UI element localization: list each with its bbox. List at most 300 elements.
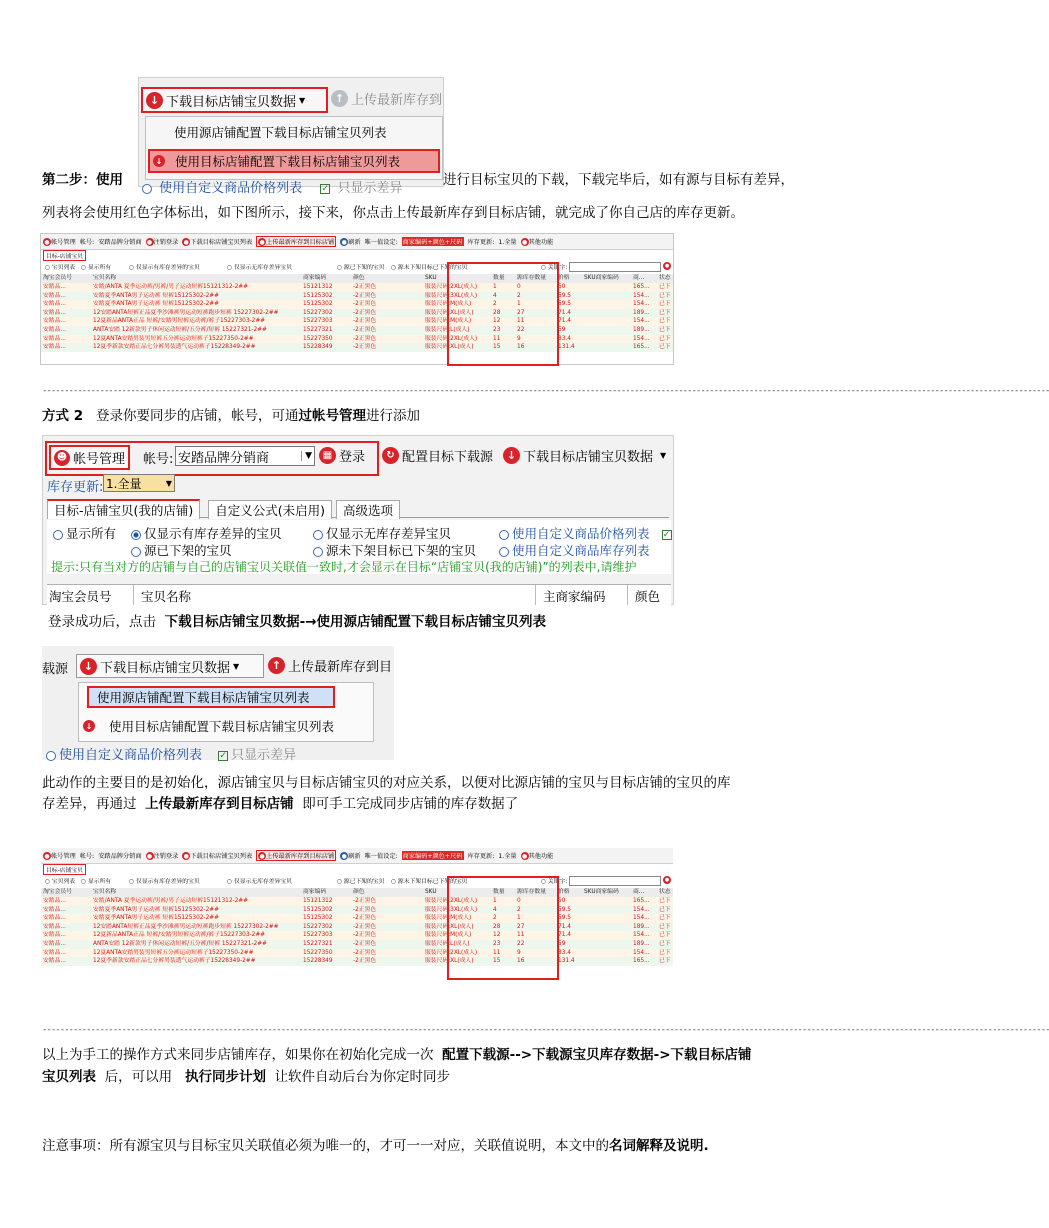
table-cell: 2	[517, 906, 521, 913]
table-cell: ANTA安踏 12新款男子休闲运动短裤/五分裤/短裤 15227321-2##	[93, 941, 267, 947]
column-divider	[133, 585, 134, 605]
table-screenshot-1	[40, 233, 674, 365]
only-diff-option: 只显示差异	[337, 181, 403, 196]
table-cell: 15	[493, 958, 501, 965]
table-cell: 15227350	[303, 335, 333, 342]
filter-option[interactable]: ○ 显示所有	[81, 265, 112, 271]
radio-icon[interactable]	[46, 751, 56, 761]
table-cell: 服装尺码:2XL(成人)	[425, 898, 478, 904]
download-arrow-icon: ↓	[153, 155, 165, 167]
table-cell: -2正黑色	[353, 335, 377, 342]
column-header: SKU	[425, 275, 437, 281]
column-header: 宝贝名称	[93, 275, 117, 281]
step2-prefix: 第二步：使用	[42, 172, 123, 188]
column-header: 数量	[493, 889, 505, 895]
summary-text: 后，可以用	[104, 1069, 173, 1085]
table-cell: 已下	[659, 941, 671, 947]
radio-label: 源已下架的宝贝	[144, 543, 232, 558]
column-header: 状态	[659, 275, 671, 281]
summary-line2	[42, 1068, 450, 1086]
table-cell: 已下	[659, 906, 671, 913]
table-cell: 已下	[659, 344, 671, 351]
table-row[interactable]	[41, 940, 673, 949]
table-cell: 15125302	[303, 301, 333, 308]
table-cell: 154...	[633, 915, 650, 922]
summary-steps-end: 宝贝列表	[42, 1069, 96, 1085]
radio-target-offshelf[interactable]	[313, 541, 476, 559]
config-icon: ↻	[382, 447, 399, 464]
table-cell: 131.4	[558, 958, 575, 965]
table-cell: 15121312	[303, 898, 333, 904]
table-cell: 4	[493, 906, 497, 913]
table-cell: 已下	[659, 915, 671, 922]
toolbar-item[interactable]	[43, 237, 76, 247]
table-cell: 安踏品...	[43, 941, 66, 947]
column-divider	[627, 585, 628, 605]
table-cell: 安踏品...	[43, 932, 66, 939]
toolbar-label: 帐号:	[79, 239, 95, 246]
tab-custom-formula[interactable]	[208, 500, 332, 519]
dropdown-menu	[78, 682, 374, 742]
toolbar-icon: ●	[44, 238, 50, 246]
behind-options-row	[138, 177, 442, 196]
table-cell: 9	[517, 335, 521, 342]
table-cell: 安踏/ANTA 夏季运动裤/男裤/男子运动短裤15121312-2##	[93, 898, 249, 904]
table-cell: -2正黑色	[353, 292, 377, 299]
download-target-label: 下载目标店铺宝贝数据	[166, 94, 297, 110]
table-row[interactable]	[41, 957, 673, 966]
toolbar-item[interactable]	[402, 237, 464, 246]
table-cell: 15227321	[303, 327, 333, 333]
table-cell: 189...	[633, 923, 650, 930]
tab-label: 自定义公式(未启用)	[215, 503, 326, 518]
table-cell: 已下	[659, 958, 671, 965]
toolbar-icon: ●	[183, 852, 189, 860]
table-cell: 165...	[633, 898, 650, 904]
toolbar-item[interactable]	[146, 237, 179, 247]
table-cell: 50	[558, 284, 566, 290]
table-cell: 15227302	[303, 923, 333, 930]
table-cell: 安踏品...	[43, 335, 66, 342]
filter-label: 显示所有	[87, 879, 112, 885]
filter-option[interactable]: ○ 源已下架的宝贝	[337, 265, 385, 271]
toolbar-label: 其他功能	[528, 852, 554, 860]
toolbar-label: 安踏品牌分销商	[98, 853, 142, 860]
table-cell: 131.4	[558, 344, 575, 351]
keyword-input[interactable]	[569, 876, 661, 886]
table-cell: 服装尺码:L(成人)	[425, 327, 470, 333]
tab-target-shop[interactable]	[47, 499, 200, 519]
chevron-down-icon: ▼	[233, 661, 240, 671]
filter-panel	[47, 520, 671, 574]
table-cell: 15125302	[303, 292, 333, 299]
toolbar-item[interactable]	[498, 237, 516, 246]
menu-item-target-config[interactable]	[83, 717, 334, 735]
tab-advanced[interactable]	[336, 500, 400, 519]
table-cell: 15227302	[303, 309, 333, 316]
table-cell: 11	[517, 932, 525, 939]
chevron-down-icon: ▼	[299, 95, 306, 105]
table-cell: 服装尺码:XL(成人)	[425, 309, 474, 316]
table-cell: 154...	[633, 301, 650, 308]
table-cell: 15121312	[303, 284, 333, 290]
table-cell: ANTA安踏 12新款男子休闲运动短裤/五分裤/短裤 15227321-2##	[93, 327, 267, 333]
toolbar-icon: ●	[341, 852, 347, 860]
summary-text: 以上为手工的操作方式来同步店铺库存，如果你在初始化完成一次	[42, 1047, 434, 1063]
toolbar-label: 商家编码+颜色+尺码	[402, 853, 463, 860]
toolbar-label: 商家编码+颜色+尺码	[402, 239, 463, 246]
toolbar-label: 刷新	[348, 852, 361, 860]
column-divider	[535, 585, 536, 605]
table-row[interactable]	[41, 317, 673, 326]
download-arrow-icon: ↓	[503, 447, 520, 464]
table-header	[41, 274, 673, 283]
table-row[interactable]	[41, 931, 673, 940]
toolbar-label: 1.全量	[498, 853, 517, 860]
download-target-button[interactable]	[76, 654, 264, 678]
table-cell: 12	[493, 318, 501, 325]
table-cell: 已下	[659, 949, 671, 956]
table-cell: 11	[517, 318, 525, 325]
radio-label: 仅显示有库存差异的宝贝	[144, 526, 282, 541]
table-cell: 已下	[659, 301, 671, 308]
toolbar-item[interactable]	[521, 851, 554, 861]
table-cell: 安踏品...	[43, 327, 66, 333]
column-header: 价格	[558, 889, 570, 895]
filter-label: 仅显示无库存差异宝贝	[233, 879, 292, 885]
step2-line2: 列表将会使用红色字体标出，如下图所示，接下来，你点击上传最新库存到目标店铺，就完成了你自己店的库存更新。	[42, 205, 744, 221]
table-cell: 11	[493, 949, 501, 956]
login-screenshot	[42, 435, 674, 605]
only-diff-option: 只显示差异	[231, 748, 297, 763]
table-cell: 165...	[633, 344, 650, 351]
account-label: 帐号:	[143, 452, 174, 467]
download-target-data-label: 下载目标店铺宝贝数据	[523, 450, 654, 465]
summary-text-end: 让软件自动后台为你定时同步	[274, 1069, 451, 1085]
toolbar-item[interactable]	[98, 851, 141, 860]
upload-arrow-icon: ↑	[331, 90, 348, 107]
summary-steps: 配置下载源-->下载源宝贝库存数据->下载目标店铺	[442, 1047, 752, 1063]
table-row[interactable]	[41, 292, 673, 301]
toolbar-label: 库存更新:	[467, 239, 495, 246]
table-cell: 154...	[633, 932, 650, 939]
separator-line: ------------------------------------------------------------------------------------------------------------------------------------------------------------------------------------------------------------------------------------	[42, 386, 1049, 396]
table-cell: 已下	[659, 284, 671, 290]
menu-item-label: 使用源店铺配置下载目标店铺宝贝列表	[174, 125, 387, 140]
tab-target-shop[interactable]	[43, 250, 86, 261]
filter-option[interactable]: ○ 宝贝列表	[45, 265, 76, 271]
radio-label: 显示所有	[66, 526, 117, 541]
table-cell: 15125302	[303, 906, 333, 913]
table-cell: 28	[493, 923, 501, 930]
toolbar-item[interactable]	[256, 236, 336, 248]
table-cell: 安踏夏季ANTA男子运动裤 短裤15125302-2##	[93, 301, 219, 308]
toolbar-item[interactable]	[365, 237, 398, 246]
table-cell: 2	[493, 915, 497, 922]
toolbar-label: 唯一值设定:	[364, 239, 398, 246]
toolbar-item[interactable]	[468, 851, 495, 860]
table-cell: 12安踏ANTA短裤正品夏季沙滩裤男运动短裤跑步短裤 15227302-2##	[93, 309, 279, 316]
option-price-list[interactable]	[499, 524, 675, 542]
separator-line: ------------------------------------------------------------------------------------------------------------------------------------------------------------------------------------------------------------------------------------	[42, 1025, 1049, 1035]
table-cell: 15227350	[303, 949, 333, 956]
table-cell: 已下	[659, 923, 671, 930]
toolbar-item[interactable]	[80, 851, 94, 860]
toolbar-item[interactable]	[182, 851, 252, 861]
toolbar-label: 下载目标店铺宝贝列表	[190, 852, 253, 860]
filter-option[interactable]: ○ 源已下架的宝贝	[337, 879, 385, 885]
note-line	[42, 1137, 709, 1155]
table-cell: 12夏ANTA安踏男装男短裤五分裤运动短裤子15227350-2##	[93, 949, 254, 956]
table-cell: 23	[493, 327, 501, 333]
tab-label: 目标-店铺宝贝	[46, 868, 83, 874]
menu-item-label: 使用目标店铺配置下载目标店铺宝贝列表	[109, 719, 335, 734]
table-row[interactable]	[41, 914, 673, 923]
column-header: 淘宝会员号	[43, 275, 72, 281]
toolbar-icon: ●	[146, 238, 153, 246]
table-cell: 59.5	[558, 292, 571, 299]
column-header: 商...	[633, 889, 645, 895]
search-icon[interactable]: ●	[664, 263, 670, 269]
after-login-text: 登录成功后，点击	[48, 614, 156, 630]
column-header: 宝贝名称	[141, 589, 192, 604]
menu-item-target-config[interactable]	[148, 149, 440, 173]
checkbox-icon[interactable]: ✓	[219, 750, 227, 761]
user-icon: ☻	[54, 450, 70, 466]
filter-option[interactable]: ○ 仅显示无库存差异宝贝	[227, 265, 292, 271]
menu-item-label: 使用源店铺配置下载目标店铺宝贝列表	[97, 690, 310, 705]
table-cell: 71.4	[558, 309, 571, 316]
table-cell: 1	[517, 301, 521, 308]
method2-label: 方式 2	[42, 408, 84, 424]
after-login-action: 下载目标店铺宝贝数据-→使用源店铺配置下载目标店铺宝贝列表	[164, 614, 547, 630]
column-header: 状态	[659, 889, 671, 895]
summary-line1	[42, 1046, 752, 1064]
step2-suffix: 进行目标宝贝的下载，下载完毕后，如有源与目标有差异，	[443, 172, 794, 188]
toolbar-label: 下载目标店铺宝贝列表	[190, 238, 253, 246]
toolbar-item[interactable]	[340, 237, 360, 247]
table-cell: 15	[493, 344, 501, 351]
table-cell: -2正黑色	[353, 898, 377, 904]
table-header	[41, 888, 673, 897]
download-arrow-icon: ↓	[83, 720, 95, 732]
table-row[interactable]	[41, 343, 673, 352]
radio-show-all[interactable]	[53, 524, 116, 542]
filter-option[interactable]: ○ 仅显示有库存差异的宝贝	[129, 879, 200, 885]
toolbar-label: 唯一值设定:	[364, 853, 398, 860]
table-cell: 服装尺码:L(成人)	[425, 941, 470, 947]
toolbar-item[interactable]	[468, 237, 495, 246]
toolbar-icon: ●	[183, 238, 189, 246]
download-target-button[interactable]	[141, 87, 328, 113]
radio-source-offshelf[interactable]	[131, 541, 232, 559]
table-cell: 28	[493, 309, 501, 316]
toolbar-item[interactable]	[80, 237, 94, 246]
upload-stock-label: 上传最新库存到目	[288, 660, 393, 675]
table-cell: 189...	[633, 327, 650, 333]
table-row[interactable]	[41, 335, 673, 344]
account-management-button[interactable]	[49, 445, 130, 470]
stock-update-label: 库存更新:	[47, 480, 104, 495]
behind-options-row	[46, 744, 296, 763]
download-target-data-button[interactable]	[503, 446, 666, 465]
filter-label: 关键字:	[547, 265, 568, 271]
filter-label: 仅显示无库存差异宝贝	[233, 265, 292, 271]
toolbar-item[interactable]	[365, 851, 398, 860]
table-cell: 安踏夏季ANTA男子运动裤 短裤15125302-2##	[93, 906, 219, 913]
table-cell: 12夏新品ANTA正品 短裤/安踏男短裤运动裤/裤子15227303-2##	[93, 318, 266, 325]
option-stock-list[interactable]	[499, 541, 650, 559]
search-icon[interactable]: ●	[664, 877, 670, 883]
toolbar-item[interactable]	[43, 851, 76, 861]
column-header: SKU商家编码	[584, 275, 619, 281]
filter-option[interactable]: ○ 宝贝列表	[45, 879, 76, 885]
upload-stock-button[interactable]	[331, 89, 442, 108]
table-cell: 安踏品...	[43, 906, 66, 913]
toolbar-icon: ●	[522, 238, 528, 246]
filter-row	[41, 262, 673, 271]
table-cell: -2正黑色	[353, 301, 377, 308]
toolbar-item[interactable]	[402, 851, 464, 860]
download-menu-shot-2	[42, 646, 394, 763]
table-cell: 59	[558, 941, 566, 947]
filter-option[interactable]: ○ 关键字:	[541, 879, 568, 885]
config-target-source-button[interactable]	[382, 446, 493, 465]
column-header: 源库存数量	[517, 275, 546, 281]
toolbar-label: 安踏品牌分销商	[98, 239, 142, 246]
filter-label: 仅显示有库存差异的宝贝	[135, 879, 200, 885]
stock-update-select[interactable]	[103, 474, 175, 492]
table-cell: 154...	[633, 318, 650, 325]
menu-item-label: 使用目标店铺配置下载目标店铺宝贝列表	[175, 154, 401, 169]
radio-no-diff[interactable]	[313, 524, 451, 542]
toolbar-item[interactable]	[182, 237, 252, 247]
table-cell: 安踏品...	[43, 309, 66, 316]
table-cell: 12夏季新款安踏正品七分裤男装透气运动裤子15228349-2##	[93, 344, 256, 351]
filter-option[interactable]: ○ 仅显示有库存差异的宝贝	[129, 265, 200, 271]
toolbar-item[interactable]	[498, 851, 516, 860]
toolbar-item[interactable]	[521, 237, 554, 247]
table-header	[47, 584, 671, 605]
table-row[interactable]	[41, 309, 673, 318]
filter-option[interactable]: ○ 关键字:	[541, 265, 568, 271]
upload-stock-term: 上传最新库存到目标店铺	[145, 796, 294, 812]
table-cell: 0	[517, 284, 521, 290]
table-cell: 安踏品...	[43, 898, 66, 904]
toolbar-item[interactable]	[98, 237, 141, 246]
toolbar	[41, 234, 673, 250]
table-cell: 安踏夏季ANTA男子运动裤 短裤15125302-2##	[93, 915, 219, 922]
filter-label: 源已下架的宝贝	[343, 879, 385, 885]
login-button[interactable]	[319, 446, 365, 465]
filter-label: 源未下架目标已下架的宝贝	[397, 265, 468, 271]
upload-stock-label: 上传最新库存到	[351, 93, 443, 108]
highlight-box	[447, 876, 559, 980]
toolbar-item[interactable]	[340, 851, 360, 861]
toolbar-item[interactable]	[256, 850, 336, 862]
table-row[interactable]	[41, 897, 673, 906]
after-login-line	[48, 613, 546, 631]
table-row[interactable]	[41, 906, 673, 915]
table-cell: 安踏品...	[43, 915, 66, 922]
column-header: SKU商家编码	[584, 889, 619, 895]
account-select[interactable]	[175, 446, 315, 466]
filter-option[interactable]: ○ 仅显示无库存差异宝贝	[227, 879, 292, 885]
table-cell: 服装尺码:3XL(成人)	[425, 292, 478, 299]
download-arrow-icon: ↓	[80, 658, 97, 675]
tab-target-shop[interactable]	[43, 864, 86, 875]
table-cell: 15125302	[303, 915, 333, 922]
account-management-term: 过帐号管理	[298, 408, 366, 424]
table-cell: 服装尺码:M(成人)	[425, 301, 472, 308]
filter-option[interactable]: ○ 源未下架目标已下架的宝贝	[391, 265, 468, 271]
table-cell: 23	[493, 941, 501, 947]
table-row[interactable]	[41, 283, 673, 292]
table-cell: 16	[517, 958, 525, 965]
init-text-end: 即可手工完成同步店铺的库存数据了	[302, 796, 519, 812]
table-cell: 22	[517, 941, 525, 947]
table-row[interactable]	[41, 326, 673, 335]
account-management-label: 帐号管理	[73, 452, 126, 467]
radio-diff-only[interactable]	[131, 524, 282, 542]
table-cell: 15228349	[303, 344, 333, 351]
toolbar-icon: ●	[341, 238, 347, 246]
table-cell: 已下	[659, 898, 671, 904]
table-cell: 服装尺码:M(成人)	[425, 932, 472, 939]
toolbar-label: 注销登录	[153, 852, 179, 860]
filter-label: 宝贝列表	[51, 879, 76, 885]
table-cell: 83.4	[558, 335, 571, 342]
table-cell: 安踏/ANTA 夏季运动裤/男裤/男子运动短裤15121312-2##	[93, 284, 249, 290]
toolbar	[41, 848, 673, 864]
chevron-down-icon: ▼	[301, 451, 312, 461]
table-cell: 71.4	[558, 932, 571, 939]
table-cell: 安踏品...	[43, 284, 66, 290]
table-cell: 服装尺码:XL(成人)	[425, 344, 474, 351]
table-cell: 1	[493, 898, 497, 904]
filter-option[interactable]: ○ 显示所有	[81, 879, 112, 885]
radio-icon[interactable]	[142, 184, 152, 194]
table-cell: 83.4	[558, 949, 571, 956]
table-row[interactable]	[41, 949, 673, 958]
filter-label: 源已下架的宝贝	[343, 265, 385, 271]
table-row[interactable]	[41, 300, 673, 309]
table-cell: 服装尺码:M(成人)	[425, 318, 472, 325]
method2-text-end: 进行添加	[365, 408, 420, 424]
table-cell: 12夏ANTA安踏男装男短裤五分裤运动短裤子15227350-2##	[93, 335, 254, 342]
checkbox-icon[interactable]: ✓	[321, 183, 330, 194]
toolbar-item[interactable]	[146, 851, 179, 861]
column-header: SKU	[425, 889, 437, 895]
table-cell: 安踏品...	[43, 318, 66, 325]
method2-line	[42, 407, 420, 425]
toolbar-label: 上传最新库存到目标店铺	[266, 238, 335, 246]
table-cell: 154...	[633, 292, 650, 299]
table-cell: 服装尺码:2XL(成人)	[425, 949, 478, 956]
note-text: 注意事项：所有源宝贝与目标宝贝关联值必须为唯一的，才可一一对应，关联值说明，本文中的	[42, 1138, 609, 1154]
tab-label: 目标-店铺宝贝	[46, 254, 83, 260]
column-header: 淘宝会员号	[43, 889, 72, 895]
menu-item-source-config[interactable]	[87, 686, 335, 708]
menu-item-source-config[interactable]	[174, 123, 387, 141]
table-row[interactable]	[41, 923, 673, 932]
toolbar-label: 1.全量	[498, 239, 517, 246]
keyword-input[interactable]	[569, 262, 661, 272]
config-target-label: 配置目标下载源	[402, 450, 494, 465]
table-cell: 50	[558, 898, 566, 904]
upload-stock-button[interactable]	[268, 656, 392, 675]
filter-option[interactable]: ○ 源未下架目标已下架的宝贝	[391, 879, 468, 885]
